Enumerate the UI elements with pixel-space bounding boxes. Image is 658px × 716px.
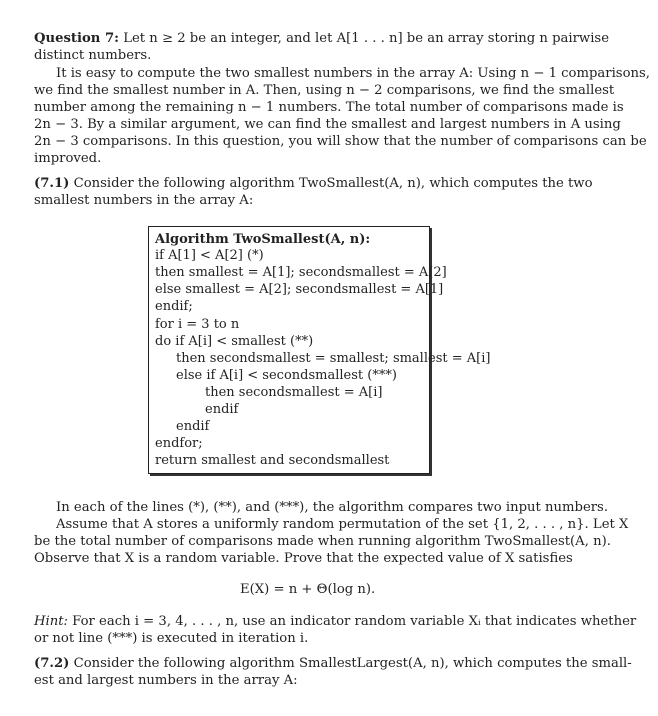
hint-text: For each i = 3, 4, . . . , n, use an indicator random variable Xᵢ that indicates whether xyxy=(72,614,637,629)
para2-line-1: In each of the lines (*), (**), and (***), the algorithm compares two input numbers. xyxy=(56,500,609,515)
algorithm-line: if A[1] < A[2] (*) xyxy=(155,248,264,263)
question-text: Let n ≥ 2 be an integer, and let A[1 . . . n] be an array storing n pairwise xyxy=(123,31,610,46)
para1-line-6: improved. xyxy=(34,151,102,166)
hint-label: Hint: xyxy=(34,614,68,629)
question-7-line-1 xyxy=(34,30,609,47)
algorithm-line: do if A[i] < smallest (**) xyxy=(155,334,314,349)
expected-value-formula: E(X) = n + Θ(log n). xyxy=(240,582,376,597)
para1-line-1: It is easy to compute the two smallest numbers in the array A: Using n − 1 comparisons, xyxy=(56,66,650,81)
part-72-line-1 xyxy=(34,655,632,672)
para1-line-3: number among the remaining n − 1 numbers. The total number of comparisons made is xyxy=(34,100,624,115)
para1-line-5: 2n − 3 comparisons. In this question, you will show that the number of comparisons can be xyxy=(34,134,647,149)
part-71-label: (7.1) xyxy=(34,176,70,191)
question-7-line-2: distinct numbers. xyxy=(34,48,152,63)
part-72-label: (7.2) xyxy=(34,656,70,671)
part-71-text: Consider the following algorithm TwoSmallest(A, n), which computes the two xyxy=(73,176,593,191)
para2-line-2: Assume that A stores a uniformly random permutation of the set {1, 2, . . . , n}. Let X xyxy=(56,517,629,532)
question-label: Question 7: xyxy=(34,31,120,46)
part-71-line-2: smallest numbers in the array A: xyxy=(34,193,254,208)
part-71-line-1 xyxy=(34,175,593,192)
algorithm-line: else smallest = A[2]; secondsmallest = A[1] xyxy=(155,282,444,297)
algorithm-line: endif xyxy=(205,402,239,417)
algorithm-line: then smallest = A[1]; secondsmallest = A[2] xyxy=(155,265,447,280)
para1-line-4: 2n − 3. By a similar argument, we can find the smallest and largest numbers in A using xyxy=(34,117,621,132)
part-72-text: Consider the following algorithm SmallestLargest(A, n), which computes the small- xyxy=(73,656,632,671)
hint-line-2: or not line (***) is executed in iteration i. xyxy=(34,631,309,646)
algorithm-line: endif; xyxy=(155,299,193,314)
part-72-line-2: est and largest numbers in the array A: xyxy=(34,673,298,688)
algorithm-line: then secondsmallest = smallest; smallest = A[i] xyxy=(176,351,491,366)
algorithm-title: Algorithm TwoSmallest(A, n): xyxy=(155,232,371,247)
hint-line-1 xyxy=(34,613,636,630)
algorithm-line: endif xyxy=(176,419,210,434)
algorithm-line: then secondsmallest = A[i] xyxy=(205,385,383,400)
algorithm-box xyxy=(148,226,491,474)
algorithm-line: for i = 3 to n xyxy=(155,317,240,332)
para2-line-4: Observe that X is a random variable. Prove that the expected value of X satisfies xyxy=(34,551,573,566)
algorithm-line: else if A[i] < secondsmallest (***) xyxy=(176,368,397,383)
para2-line-3: be the total number of comparisons made when running algorithm TwoSmallest(A, n). xyxy=(34,534,611,549)
algorithm-line: return smallest and secondsmallest xyxy=(155,453,390,468)
para1-line-2: we find the smallest number in A. Then, using n − 2 comparisons, we find the smallest xyxy=(34,83,615,98)
algorithm-line: endfor; xyxy=(155,436,203,451)
